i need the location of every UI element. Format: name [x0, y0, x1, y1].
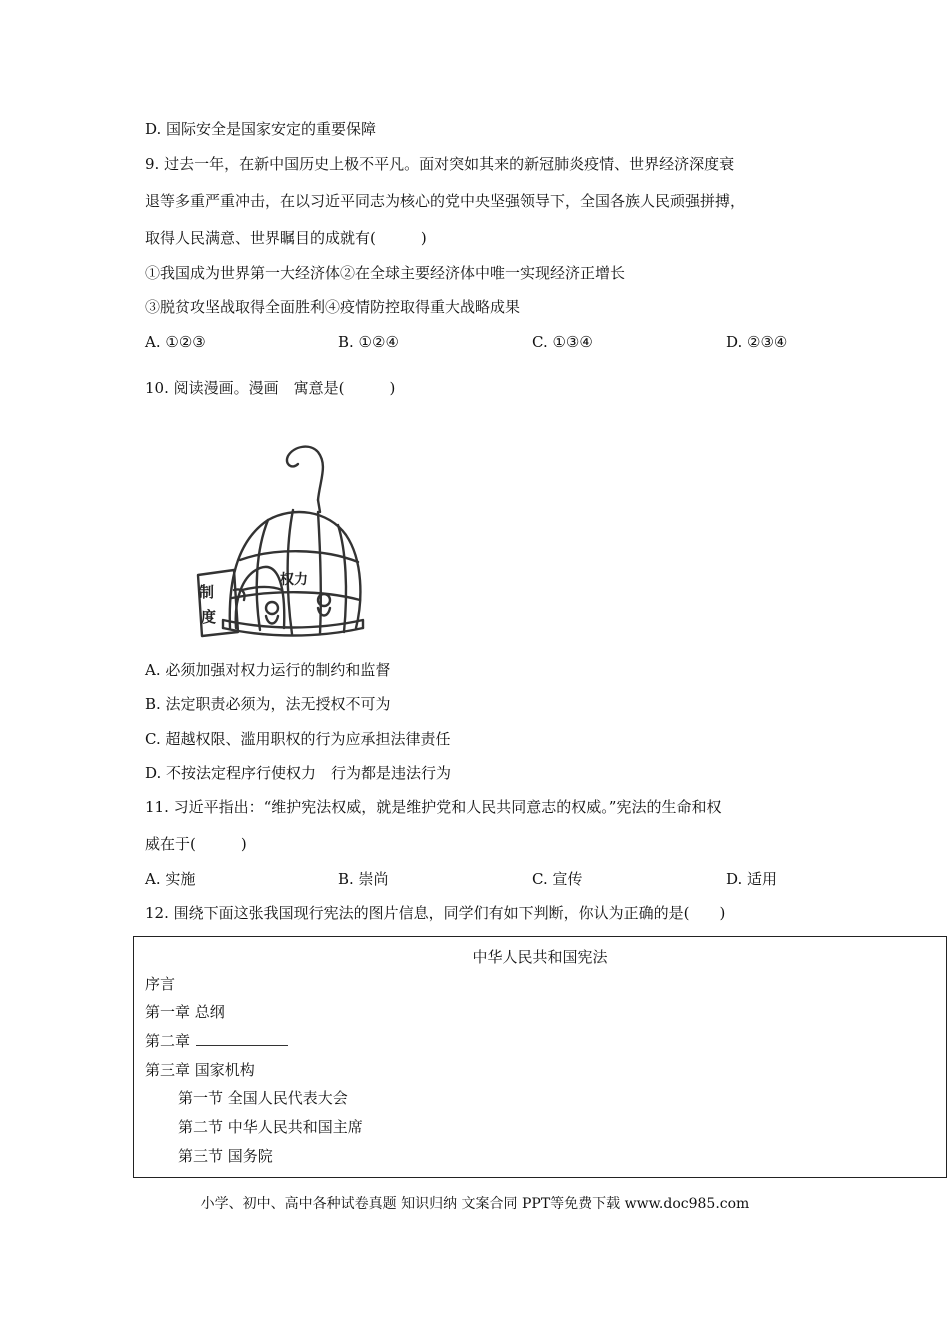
- q10-option-c[interactable]: C. 超越权限、滥用职权的行为应承担法律责任: [145, 730, 451, 748]
- constitution-section-2: 第二节 中华人民共和国主席: [178, 1118, 363, 1136]
- q9-option-d[interactable]: D. ②③④: [726, 333, 788, 351]
- q9-statement-1: ①我国成为世界第一大经济体②在全球主要经济体中唯一实现经济正增长: [145, 264, 626, 282]
- q12-stem: 12. 围绕下面这张我国现行宪法的图片信息，同学们有如下判断，你认为正确的是( ): [145, 904, 726, 922]
- constitution-preface: 序言: [145, 975, 176, 993]
- q8-option-d: D. 国际安全是国家安定的重要保障: [145, 120, 377, 138]
- q10-option-d[interactable]: D. 不按法定程序行使权力 行为都是违法行为: [145, 764, 452, 782]
- q11-option-a[interactable]: A. 实施: [145, 870, 196, 888]
- q11-stem-line-1: 11. 习近平指出：“维护宪法权威，就是维护党和人民共同意志的权威。”宪法的生命和权: [145, 798, 722, 816]
- q10-option-b[interactable]: B. 法定职责必须为，法无授权不可为: [145, 695, 391, 713]
- constitution-contents-box: [133, 936, 947, 1178]
- constitution-chapter-2-label: 第二章: [145, 1032, 191, 1050]
- q9-statement-2: ③脱贫攻坚战取得全面胜利④疫情防控取得重大战略成果: [145, 298, 521, 316]
- constitution-chapter-3: 第三章 国家机构: [145, 1061, 255, 1079]
- q9-stem-line-1: 9. 过去一年，在新中国历史上极不平凡。面对突如其来的新冠肺炎疫情、世界经济深度衰: [145, 155, 735, 173]
- constitution-chapter-2: [145, 1031, 288, 1051]
- cartoon-cage-label: 权力: [280, 571, 308, 587]
- page-footer: 小学、初中、高中各种试卷真题 知识归纳 文案合同 PPT等免费下载 www.doc985.com: [200, 1196, 750, 1212]
- constitution-title: 中华人民共和国宪法: [472, 948, 608, 966]
- q10-option-a[interactable]: A. 必须加强对权力运行的制约和监督: [145, 661, 391, 679]
- constitution-section-3: 第三节 国务院: [178, 1147, 273, 1165]
- q9-stem-line-2: 退等多重严重冲击，在以习近平同志为核心的党中央坚强领导下，全国各族人民顽强拼搏，: [145, 192, 746, 210]
- q11-option-d[interactable]: D. 适用: [726, 870, 778, 888]
- q11-option-b[interactable]: B. 崇尚: [338, 870, 389, 888]
- cartoon-tag-text-1: 制: [199, 584, 215, 601]
- constitution-section-1: 第一节 全国人民代表大会: [178, 1089, 348, 1107]
- q9-option-a[interactable]: A. ①②③: [145, 333, 206, 351]
- q9-option-c[interactable]: C. ①③④: [532, 333, 593, 351]
- cartoon-tag-text-2: 度: [201, 609, 217, 626]
- q11-option-c[interactable]: C. 宣传: [532, 870, 583, 888]
- q9-stem-line-3: 取得人民满意、世界瞩目的成就有( ): [145, 229, 427, 247]
- chapter-2-blank: [196, 1031, 288, 1046]
- q10-stem: 10. 阅读漫画。漫画 寓意是( ): [145, 379, 396, 397]
- cartoon-power-cage: [168, 440, 368, 640]
- q11-stem-line-2: 威在于( ): [145, 835, 247, 853]
- q9-option-b[interactable]: B. ①②④: [338, 333, 399, 351]
- constitution-chapter-1: 第一章 总纲: [145, 1003, 225, 1021]
